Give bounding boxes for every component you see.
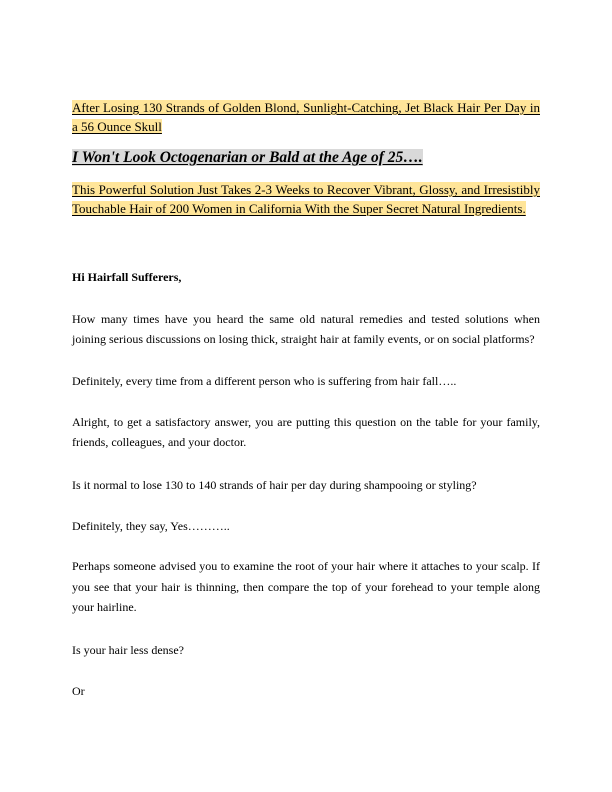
paragraph-4: Is it normal to lose 130 to 140 strands of hair per day during shampooing or styling? xyxy=(72,478,477,492)
paragraph-1: How many times have you heard the same old natural remedies and tested solutions when joining serious discussions on losing thick, straight hair at family events, or on social platforms? xyxy=(72,312,540,346)
paragraph-6: Perhaps someone advised you to examine the root of your hair where it attaches to your scalp. If you see that your hair is thinning, then compare the top of your forehead to your temple along your hairline. xyxy=(72,559,540,614)
paragraph-2: Definitely, every time from a different person who is suffering from hair fall….. xyxy=(72,374,457,388)
paragraph-5: Definitely, they say, Yes……….. xyxy=(72,519,230,533)
paragraph-8: Or xyxy=(72,684,85,698)
paragraph-7: Is your hair less dense? xyxy=(72,643,184,657)
headline-1: After Losing 130 Strands of Golden Blond, Sunlight-Catching, Jet Black Hair Per Day in a 56 Ounce Skull xyxy=(72,100,540,134)
headline-2: I Won't Look Octogenarian or Bald at the Age of 25…. xyxy=(72,149,423,166)
greeting: Hi Hairfall Sufferers, xyxy=(72,270,182,284)
paragraph-3: Alright, to get a satisfactory answer, you are putting this question on the table for your family, friends, colleagues, and your doctor. xyxy=(72,415,540,449)
headline-3: This Powerful Solution Just Takes 2-3 Weeks to Recover Vibrant, Glossy, and Irresistibly Touchable Hair of 200 Women in California With the Super Secret Natural Ingredients. xyxy=(72,182,540,216)
